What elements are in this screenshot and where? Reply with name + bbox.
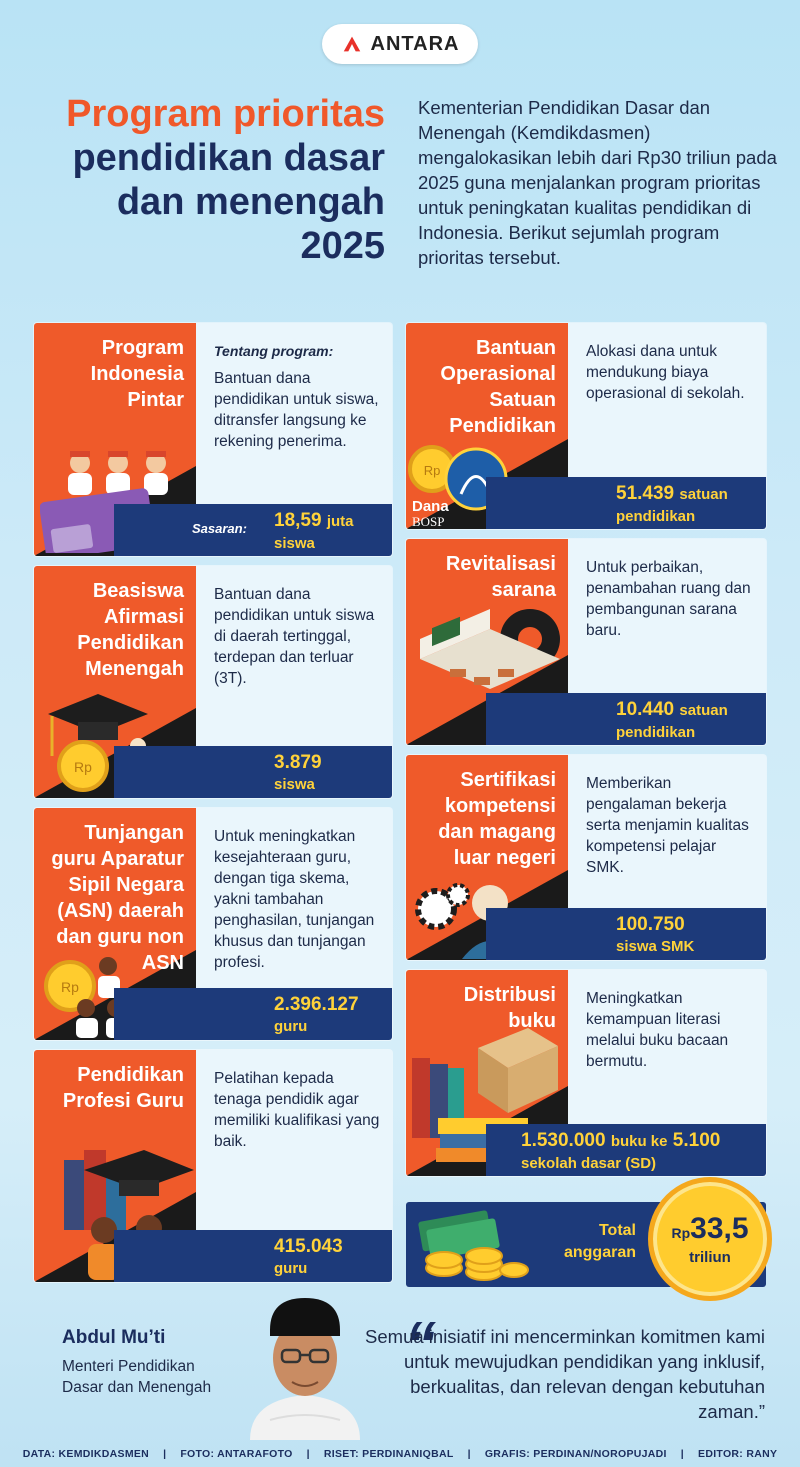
target-label: Sasaran: [192, 521, 247, 536]
program-desc-text: Meningkatkan kemampuan literasi melalui buku bacaan bermutu. [586, 990, 729, 1070]
program-desc-text: Bantuan dana pendidikan untuk siswa di daerah tertinggal, terdepan dan terluar (3T). [214, 586, 375, 687]
title-line-1: Program prioritas [66, 93, 385, 135]
value-number: 3.879 [274, 752, 322, 773]
value-suffix: buku ke [610, 1133, 668, 1150]
value-suffix: satuan [679, 702, 728, 719]
coin-text: Rp [423, 463, 441, 478]
program-value [521, 1130, 720, 1175]
program-value [274, 994, 359, 1038]
badge-line-1: Dana [412, 498, 449, 515]
program-card-tunjangan [34, 808, 392, 1040]
program-title: Sertifikasi kompetensi dan magang luar negeri [438, 769, 556, 869]
program-title: Distribusi buku [463, 984, 556, 1032]
value-unit: siswa [274, 535, 315, 552]
speaker-portrait [230, 1290, 380, 1440]
program-value [616, 914, 694, 958]
value-number: 415.043 [274, 1236, 343, 1257]
program-target-bar [486, 477, 766, 529]
program-value [274, 1236, 343, 1280]
money-coins-illustration [414, 1206, 534, 1286]
program-description [214, 341, 382, 452]
program-value [274, 752, 322, 796]
value-number: 1.530.000 [521, 1130, 606, 1151]
value-number: 2.396.127 [274, 994, 359, 1015]
logo-text: ANTARA [370, 32, 460, 55]
speaker-quote: Semua inisiatif ini mencerminkan komitmen kami untuk mewujudkan pendidikan yang inklusif, berkualitas, dan relevan dengan kebutuhan zaman.” [365, 1326, 765, 1422]
value-unit: sekolah dasar (SD) [521, 1155, 657, 1172]
credits-footer [0, 1440, 800, 1467]
separator: | [306, 1447, 310, 1460]
program-desc-text: Bantuan dana pendidikan untuk siswa, ditransfer langsung ke rekening penerima. [214, 370, 379, 450]
program-label: Tentang program: [214, 343, 334, 359]
program-desc-text: Alokasi dana untuk mendukung biaya operasional di sekolah. [586, 343, 745, 402]
program-card-beasiswa [34, 566, 392, 798]
program-value [616, 483, 728, 528]
program-target-bar [114, 1230, 392, 1282]
total-currency: Rp [671, 1224, 691, 1241]
program-desc-text: Memberikan pengalaman bekerja serta menjamin kualitas kompetensi pelajar SMK. [586, 775, 749, 876]
title-line-4: 2025 [300, 225, 385, 267]
separator: | [467, 1447, 471, 1460]
value-suffix: satuan [679, 486, 728, 503]
program-desc-text: Untuk meningkatkan kesejahteraan guru, dengan tiga skema, yakni tambahan penghasilan, tunjangan khusus dan tunjangan profesi. [214, 828, 375, 971]
program-target-bar [114, 988, 392, 1040]
total-amount-value: 33,5 [690, 1211, 749, 1245]
speaker-name: Abdul Mu’ti [62, 1327, 166, 1348]
program-target-bar [486, 693, 766, 745]
credit-photo: FOTO: ANTARAFOTO [180, 1447, 293, 1460]
program-target-bar [486, 908, 766, 960]
credit-data: DATA: KEMDIKDASMEN [22, 1447, 150, 1460]
value-unit: pendidikan [616, 508, 696, 525]
coin-text: Rp [61, 979, 79, 995]
badge-line-2: BOSP [412, 514, 445, 529]
credit-editor: EDITOR: RANY [698, 1447, 778, 1460]
value-number: 18,59 [274, 510, 322, 531]
intro-text: Kementerian Pendidikan Dasar dan Menengah (Kemdikdasmen) mengalokasikan lebih dari Rp30 triliun pada 2025 guna menjalankan program prioritas untuk peningkatan kualitas pendidikan di Indonesia. Berikut sejumlah program prioritas tersebut. [418, 97, 777, 268]
program-card-ppg [34, 1050, 392, 1282]
page-title [30, 92, 385, 268]
program-desc-text: Untuk perbaikan, penambahan ruang dan pembangunan sarana baru. [586, 559, 751, 639]
credit-research: RISET: PERDINANIQBAL [323, 1447, 454, 1460]
value-unit: pendidikan [616, 724, 696, 741]
credit-graphics: GRAFIS: PERDINAN/NOROPUJADI [484, 1447, 667, 1460]
value-unit: guru [274, 1260, 308, 1277]
title-line-3: dan menengah [116, 181, 385, 223]
program-card-revitalisasi [406, 539, 766, 745]
value-unit: guru [274, 1018, 308, 1035]
antara-logo-icon [341, 33, 363, 55]
program-title: Beasiswa Afirmasi Pendidikan Menengah [77, 580, 184, 680]
quote-mark-icon: “ [404, 1308, 436, 1380]
separator: | [680, 1447, 685, 1460]
value-number: 51.439 [616, 483, 675, 504]
program-value [616, 699, 728, 744]
title-line-2: pendidikan dasar [72, 137, 385, 179]
program-desc-text: Pelatihan kepada tenaga pendidik agar memiliki kualifikasi yang baik. [214, 1070, 380, 1150]
program-target-bar [114, 504, 392, 556]
program-value [274, 510, 354, 555]
antara-logo [322, 24, 478, 64]
value-unit: siswa SMK [616, 938, 695, 955]
program-card-distribusi-buku [406, 970, 766, 1176]
program-title: Program Indonesia Pintar [90, 337, 184, 411]
program-card-pip [34, 323, 392, 556]
program-title: Tunjangan guru Aparatur Sipil Negara (ASN) daerah dan guru non ASN [51, 822, 184, 974]
value-suffix: juta [326, 513, 354, 530]
value-number-2: 5.100 [672, 1130, 721, 1151]
total-label: Total anggaran [563, 1222, 636, 1261]
program-title: Bantuan Operasional Satuan Pendidikan [440, 337, 556, 437]
program-title: Revitalisasi sarana [445, 553, 556, 601]
speaker-role: Menteri Pendidikan Dasar dan Menengah [62, 1358, 212, 1396]
program-card-sertifikasi [406, 755, 766, 960]
program-target-bar [486, 1124, 766, 1176]
separator: | [163, 1447, 167, 1460]
total-amount [671, 1213, 748, 1249]
total-unit: triliun [689, 1248, 731, 1266]
value-unit: siswa [274, 776, 315, 793]
program-card-bosp [406, 323, 766, 529]
value-number: 10.440 [616, 699, 675, 720]
program-target-bar [114, 746, 392, 798]
value-number: 100.750 [616, 914, 685, 935]
coin-text: Rp [74, 759, 92, 775]
total-amount-coin [648, 1177, 772, 1301]
program-title: Pendidikan Profesi Guru [62, 1064, 184, 1112]
